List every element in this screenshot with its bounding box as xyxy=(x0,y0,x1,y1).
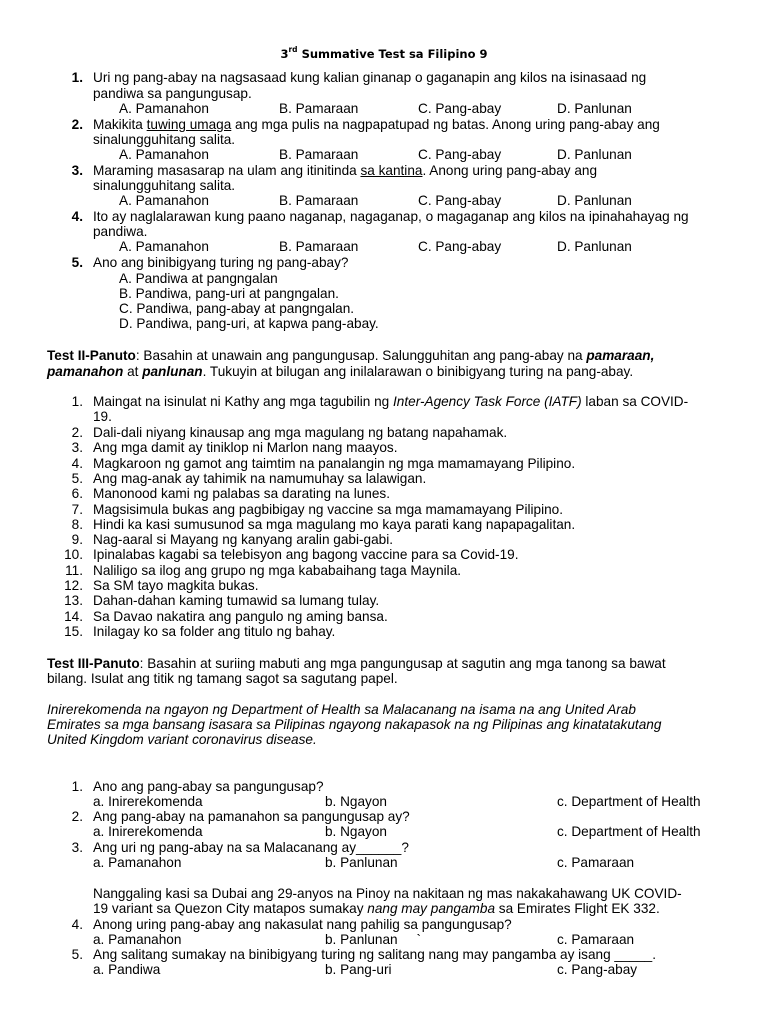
question-number: 3. xyxy=(71,840,83,855)
question-text: Ang uri ng pang-abay na sa Malacanang ay______? xyxy=(93,840,409,855)
test3-label: Test III-Panuto xyxy=(47,656,140,671)
item-text: Sa SM tayo magkita bukas. xyxy=(93,578,259,593)
choice-a: A. Pandiwa at pangngalan xyxy=(119,271,278,286)
passage2-line: Nanggaling kasi sa Dubai ang 29-anyos na Pinoy na nakitaan ng mas nakakahawang UK COVID- xyxy=(93,886,682,901)
item-number: 6. xyxy=(71,486,83,501)
question-text: Maraming masasarap na ulam ang itinitinda sa kantina. Anong uring pang-abay ang xyxy=(93,163,598,178)
title-superscript: rd xyxy=(288,45,298,54)
item-number: 2. xyxy=(71,425,83,440)
option-a: a. Inirerekomenda xyxy=(93,824,203,839)
test3-instructions: Test III-Panuto: Basahin at suriing mabuti ang mga pangungusap at sagutin ang mga tanong sa bawat xyxy=(47,656,666,671)
question-number: 4. xyxy=(71,917,83,932)
item-text: Manonood kami ng palabas sa darating na lunes. xyxy=(93,486,390,501)
question-number: 5. xyxy=(71,255,83,270)
item-number: 3. xyxy=(71,440,83,455)
passage-line: Inirerekomenda na ngayon ng Department of Health sa Malacanang na isama na ang United Arab xyxy=(47,702,636,717)
answer-options xyxy=(0,239,768,255)
answer-options xyxy=(0,794,768,810)
item-text: Magkaroon ng gamot ang taimtim na panalangin ng mga mamamayang Pilipino. xyxy=(93,456,576,471)
option-a: a. Pamanahon xyxy=(93,932,182,947)
option-d: D. Panlunan xyxy=(557,147,632,162)
item-number: 5. xyxy=(71,471,83,486)
question-text: Makikita tuwing umaga ang mga pulis na nagpapatupad ng batas. Anong uring pang-abay ang xyxy=(93,117,660,132)
option-b: b. Panlunan ` xyxy=(325,932,421,947)
item-number: 11. xyxy=(65,563,83,578)
underlined-phrase: tuwing umaga xyxy=(146,117,232,132)
option-a: A. Pamanahon xyxy=(119,101,209,116)
item-number: 4. xyxy=(71,456,83,471)
question-number: 2. xyxy=(71,117,83,132)
answer-options xyxy=(0,824,768,840)
page-title xyxy=(0,43,768,62)
question-text-cont: pandiwa sa pangungusap. xyxy=(93,86,252,101)
answer-options xyxy=(0,147,768,163)
question-text: Uri ng pang-abay na nagsasaad kung kalian ginanap o gaganapin ang kilos na isinasaad ng xyxy=(93,70,647,85)
question-text: Ano ang binibigyang turing ng pang-abay? xyxy=(93,255,349,270)
answer-options xyxy=(0,932,768,948)
title-number: 3 xyxy=(280,46,289,61)
question-text: Ang salitang sumakay na binibigyang turing ng salitang nang may pangamba ay isang _____. xyxy=(93,947,657,962)
option-b: b. Panlunan xyxy=(325,855,398,870)
item-text: Magsisimula bukas ang pagbibigay ng vaccine sa mga mamamayang Pilipino. xyxy=(93,502,563,517)
passage-line: United Kingdom variant coronavirus disease. xyxy=(47,732,317,747)
question-text: Anong uring pang-abay ang nakasulat nang pahilig sa pangungusap? xyxy=(93,917,512,932)
choice-c: C. Pandiwa, pang-abay at pangngalan. xyxy=(119,301,355,316)
option-d: D. Panlunan xyxy=(557,193,632,208)
item-text: Dali-dali niyang kinausap ang mga magulang ng batang napahamak. xyxy=(93,425,508,440)
question-text: Ano ang pang-abay sa pangungusap? xyxy=(93,779,324,794)
item-text: Ipinalabas kagabi sa telebisyon ang bagong vaccine para sa Covid-19. xyxy=(93,547,519,562)
test2-instructions: Test II-Panuto: Basahin at unawain ang pangungusap. Salungguhitan ang pang-abay na pamaraan, xyxy=(47,348,655,363)
option-c: C. Pang-abay xyxy=(418,193,502,208)
option-b: B. Pamaraan xyxy=(279,193,359,208)
passage2-line: 19 variant sa Quezon City matapos sumakay nang may pangamba sa Emirates Flight EK 332. xyxy=(93,901,660,916)
choice-d: D. Pandiwa, pang-uri, at kapwa pang-abay. xyxy=(119,316,379,331)
option-d: D. Panlunan xyxy=(557,101,632,116)
question-text-cont: pandiwa. xyxy=(93,224,148,239)
answer-options xyxy=(0,855,768,871)
answer-options xyxy=(0,101,768,117)
item-number: 8. xyxy=(71,517,83,532)
question-number: 2. xyxy=(71,809,83,824)
choice-b: B. Pandiwa, pang-uri at pangngalan. xyxy=(119,286,339,301)
question-number: 1. xyxy=(71,779,83,794)
question-text: Ang pang-abay na pamanahon sa pangungusap ay? xyxy=(93,809,410,824)
option-b: b. Ngayon xyxy=(325,794,387,809)
answer-options xyxy=(0,962,768,978)
option-c: c. Pamaraan xyxy=(557,855,635,870)
item-text: Sa Davao nakatira ang pangulo ng aming bansa. xyxy=(93,609,388,624)
option-c: c. Pang-abay xyxy=(557,962,638,977)
question-number: 5. xyxy=(71,947,83,962)
option-a: A. Pamanahon xyxy=(119,193,209,208)
item-number: 9. xyxy=(71,532,83,547)
item-number: 7. xyxy=(71,502,83,517)
item-text: Inilagay ko sa folder ang titulo ng bahay. xyxy=(93,624,336,639)
option-c: c. Pamaraan xyxy=(557,932,635,947)
question-number: 1. xyxy=(71,70,83,85)
item-text: Dahan-dahan kaming tumawid sa lumang tulay. xyxy=(93,593,380,608)
option-b: B. Pamaraan xyxy=(279,147,359,162)
item-number: 1. xyxy=(71,394,83,409)
test2-instructions-cont: pamanahon at panlunan. Tukuyin at bilugan ang inilalarawan o binibigyang turing na pang-abay. xyxy=(47,364,634,379)
item-number: 10. xyxy=(64,547,83,562)
option-b: b. Ngayon xyxy=(325,824,387,839)
option-b: B. Pamaraan xyxy=(279,101,359,116)
question-text-cont: sinalungguhitang salita. xyxy=(93,132,236,147)
option-a: A. Pamanahon xyxy=(119,147,209,162)
option-b: B. Pamaraan xyxy=(279,239,359,254)
option-d: D. Panlunan xyxy=(557,239,632,254)
title-text: Summative Test sa Filipino 9 xyxy=(301,46,488,61)
option-c: C. Pang-abay xyxy=(418,101,502,116)
item-text: Nag-aaral si Mayang ng kanyang aralin gabi-gabi. xyxy=(93,532,393,547)
item-number: 12. xyxy=(64,578,83,593)
question-number: 4. xyxy=(71,209,83,224)
option-a: a. Pandiwa xyxy=(93,962,161,977)
item-number: 14. xyxy=(64,609,83,624)
test2-label: Test II-Panuto xyxy=(47,348,136,363)
passage-line: Emirates sa mga bansang isasara sa Pilipinas ngayong nakapasok na ng Pilipinas ang kinatatakutang xyxy=(47,717,662,732)
option-a: a. Pamanahon xyxy=(93,855,182,870)
option-c: C. Pang-abay xyxy=(418,239,502,254)
item-number: 15. xyxy=(64,624,83,639)
item-text: Maingat na isinulat ni Kathy ang mga tagubilin ng Inter-Agency Task Force (IATF) laban sa COVID- xyxy=(93,394,689,409)
item-text-cont: 19. xyxy=(93,409,112,424)
answer-options xyxy=(0,193,768,209)
test3-instructions-cont: bilang. Isulat ang titik ng tamang sagot sa sagutang papel. xyxy=(47,671,398,686)
option-c: C. Pang-abay xyxy=(418,147,502,162)
item-text: Hindi ka kasi sumusunod sa mga magulang mo kaya parati kang napapagalitan. xyxy=(93,517,576,532)
question-text: Ito ay naglalarawan kung paano naganap, nagaganap, o magaganap ang kilos na ipinahahayag ng xyxy=(93,209,689,224)
underlined-phrase: sa kantina xyxy=(360,163,423,178)
option-a: a. Inirerekomenda xyxy=(93,794,203,809)
option-a: A. Pamanahon xyxy=(119,239,209,254)
option-b: b. Pang-uri xyxy=(325,962,392,977)
item-number: 13. xyxy=(64,593,83,608)
item-text: Naliligo sa ilog ang grupo ng mga kababaihang taga Maynila. xyxy=(93,563,462,578)
item-text: Ang mga damit ay tiniklop ni Marlon nang maayos. xyxy=(93,440,398,455)
option-c: c. Department of Health xyxy=(557,794,701,809)
question-text-cont: sinalungguhitang salita. xyxy=(93,178,236,193)
item-text: Ang mag-anak ay tahimik na namumuhay sa lalawigan. xyxy=(93,471,427,486)
option-c: c. Department of Health xyxy=(557,824,701,839)
question-number: 3. xyxy=(71,163,83,178)
